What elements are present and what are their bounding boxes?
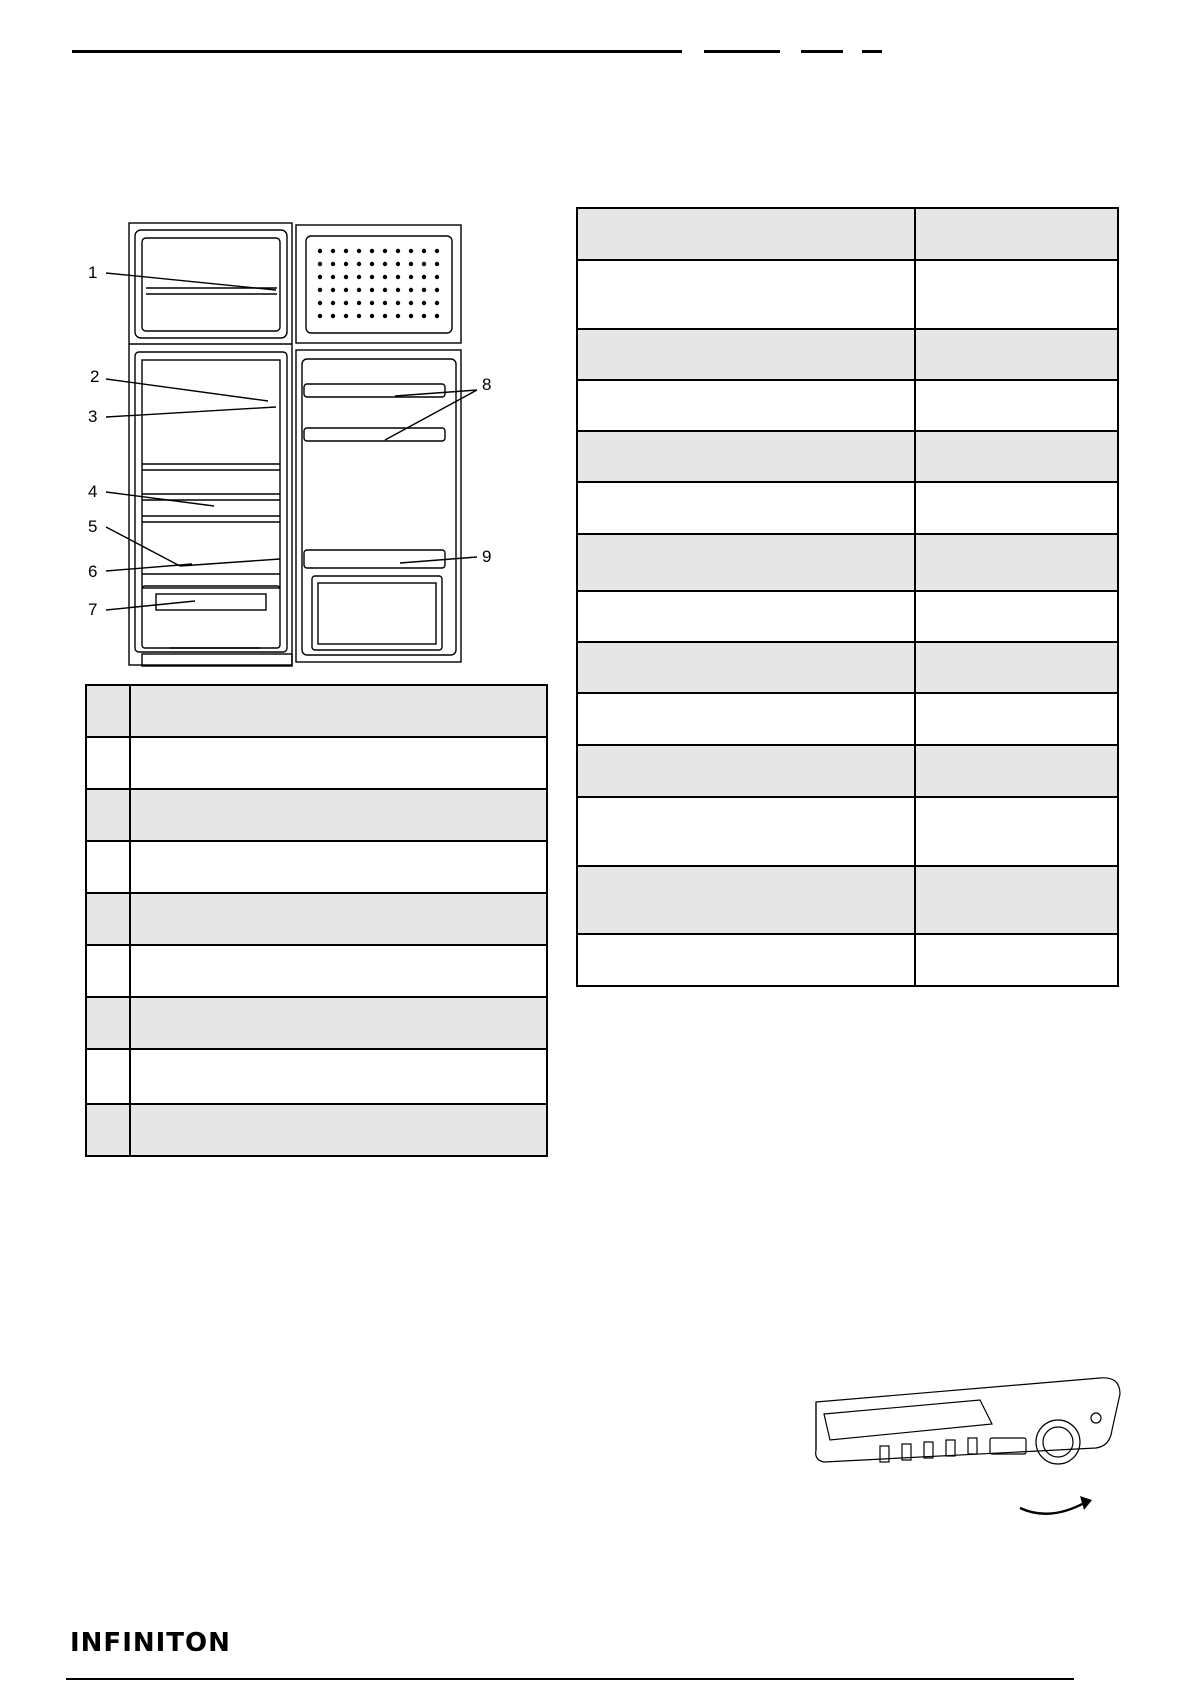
spec-row: [577, 693, 1118, 745]
freezer-dot: [383, 262, 387, 266]
parts-cell-number: [86, 1104, 130, 1156]
callout-4: 4: [88, 482, 98, 501]
spec-cell-label: [577, 431, 915, 482]
spec-row: [577, 482, 1118, 534]
parts-cell-number: [86, 841, 130, 893]
freezer-dot: [344, 262, 348, 266]
parts-cell-description: [130, 893, 547, 945]
parts-cell-description: [130, 789, 547, 841]
freezer-dot: [370, 314, 374, 318]
freezer-dot: [357, 301, 361, 305]
freezer-dot: [357, 288, 361, 292]
parts-cell-number: [86, 945, 130, 997]
freezer-dot: [344, 275, 348, 279]
spec-cell-label: [577, 534, 915, 591]
freezer-dot: [435, 262, 439, 266]
freezer-dot: [435, 288, 439, 292]
spec-cell-label: [577, 745, 915, 797]
freezer-dot: [422, 288, 426, 292]
parts-row: [86, 1049, 547, 1104]
freezer-dot: [344, 301, 348, 305]
spec-cell-value: [915, 208, 1118, 260]
callout-9: 9: [482, 547, 492, 566]
freezer-dot: [383, 314, 387, 318]
callout-8: 8: [482, 375, 492, 394]
parts-cell-number: [86, 789, 130, 841]
freezer-dot: [422, 262, 426, 266]
freezer-dot: [318, 262, 322, 266]
freezer-dot: [318, 288, 322, 292]
fridge-diagram: [80, 214, 500, 674]
spec-cell-label: [577, 693, 915, 745]
freezer-dot: [409, 288, 413, 292]
freezer-dot: [396, 301, 400, 305]
parts-cell-description: [130, 685, 547, 737]
spec-cell-label: [577, 642, 915, 693]
freezer-dot: [331, 262, 335, 266]
parts-cell-description: [130, 997, 547, 1049]
freezer-dot: [435, 249, 439, 253]
freezer-dot: [396, 314, 400, 318]
spec-cell-value: [915, 934, 1118, 986]
parts-row: [86, 841, 547, 893]
spec-row: [577, 208, 1118, 260]
spec-row: [577, 934, 1118, 986]
parts-row: [86, 1104, 547, 1156]
freezer-dot: [331, 301, 335, 305]
spec-row: [577, 866, 1118, 934]
freezer-dot: [357, 262, 361, 266]
freezer-dot: [409, 301, 413, 305]
header-rule-short-2: [801, 50, 843, 53]
spec-cell-label: [577, 380, 915, 431]
thermostat-control-panel: [810, 1370, 1130, 1530]
spec-cell-label: [577, 591, 915, 642]
brand-logo: INFINITON: [70, 1628, 231, 1658]
parts-row: [86, 737, 547, 789]
spec-cell-label: [577, 329, 915, 380]
freezer-dot: [331, 288, 335, 292]
footer-rule: [66, 1678, 1074, 1680]
spec-row: [577, 534, 1118, 591]
callout-5: 5: [88, 517, 98, 536]
freezer-dot: [409, 262, 413, 266]
spec-cell-value: [915, 797, 1118, 866]
spec-row: [577, 431, 1118, 482]
freezer-dot: [331, 249, 335, 253]
freezer-dot: [422, 301, 426, 305]
spec-cell-value: [915, 642, 1118, 693]
parts-cell-description: [130, 841, 547, 893]
spec-row: [577, 260, 1118, 329]
freezer-dot: [357, 314, 361, 318]
parts-cell-number: [86, 685, 130, 737]
spec-cell-value: [915, 866, 1118, 934]
parts-row: [86, 685, 547, 737]
spec-row: [577, 329, 1118, 380]
spec-cell-label: [577, 797, 915, 866]
freezer-dot: [396, 262, 400, 266]
freezer-dot: [383, 275, 387, 279]
freezer-dot: [383, 249, 387, 253]
freezer-dot: [344, 314, 348, 318]
header-rule-short-1: [704, 50, 780, 53]
parts-cell-number: [86, 997, 130, 1049]
rotate-arrow-icon: [1020, 1502, 1086, 1514]
parts-row: [86, 789, 547, 841]
freezer-dot: [318, 301, 322, 305]
parts-cell-description: [130, 1049, 547, 1104]
parts-cell-number: [86, 1049, 130, 1104]
freezer-dot: [318, 249, 322, 253]
header-rule-long: [72, 50, 682, 53]
parts-row: [86, 893, 547, 945]
freezer-dot: [357, 275, 361, 279]
spec-cell-value: [915, 260, 1118, 329]
freezer-dot: [422, 275, 426, 279]
spec-cell-value: [915, 380, 1118, 431]
freezer-dot: [370, 301, 374, 305]
callout-3: 3: [88, 407, 98, 426]
callout-1: 1: [88, 263, 98, 282]
freezer-dot: [331, 314, 335, 318]
freezer-dot: [370, 275, 374, 279]
freezer-dot: [370, 262, 374, 266]
spec-table: [576, 207, 1119, 987]
spec-cell-label: [577, 866, 915, 934]
freezer-dot: [370, 288, 374, 292]
callout-7: 7: [88, 600, 98, 619]
freezer-dot: [383, 288, 387, 292]
freezer-dot: [409, 249, 413, 253]
freezer-dot: [370, 249, 374, 253]
spec-cell-label: [577, 482, 915, 534]
parts-cell-description: [130, 1104, 547, 1156]
spec-cell-label: [577, 260, 915, 329]
freezer-dot: [409, 275, 413, 279]
spec-cell-value: [915, 745, 1118, 797]
freezer-dot: [396, 288, 400, 292]
callout-6: 6: [88, 562, 98, 581]
parts-cell-number: [86, 737, 130, 789]
spec-cell-value: [915, 431, 1118, 482]
freezer-dot: [409, 314, 413, 318]
freezer-dot: [396, 275, 400, 279]
freezer-dot: [357, 249, 361, 253]
spec-row: [577, 642, 1118, 693]
parts-row: [86, 997, 547, 1049]
spec-row: [577, 380, 1118, 431]
spec-cell-value: [915, 329, 1118, 380]
freezer-dot: [318, 275, 322, 279]
freezer-dot: [396, 249, 400, 253]
freezer-dot-grid: [318, 249, 439, 318]
callout-2: 2: [90, 367, 100, 386]
freezer-dot: [318, 314, 322, 318]
parts-cell-number: [86, 893, 130, 945]
spec-cell-label: [577, 934, 915, 986]
parts-cell-description: [130, 737, 547, 789]
spec-row: [577, 591, 1118, 642]
freezer-dot: [383, 301, 387, 305]
header-rule-short-3: [862, 50, 882, 53]
freezer-dot: [435, 275, 439, 279]
freezer-dot: [331, 275, 335, 279]
spec-row: [577, 797, 1118, 866]
spec-cell-value: [915, 591, 1118, 642]
parts-row: [86, 945, 547, 997]
spec-cell-value: [915, 482, 1118, 534]
spec-cell-value: [915, 534, 1118, 591]
spec-cell-label: [577, 208, 915, 260]
spec-cell-value: [915, 693, 1118, 745]
parts-table: [85, 684, 548, 1157]
freezer-dot: [344, 249, 348, 253]
freezer-dot: [435, 314, 439, 318]
parts-cell-description: [130, 945, 547, 997]
spec-row: [577, 745, 1118, 797]
freezer-dot: [422, 249, 426, 253]
freezer-dot: [344, 288, 348, 292]
freezer-dot: [422, 314, 426, 318]
freezer-dot: [435, 301, 439, 305]
